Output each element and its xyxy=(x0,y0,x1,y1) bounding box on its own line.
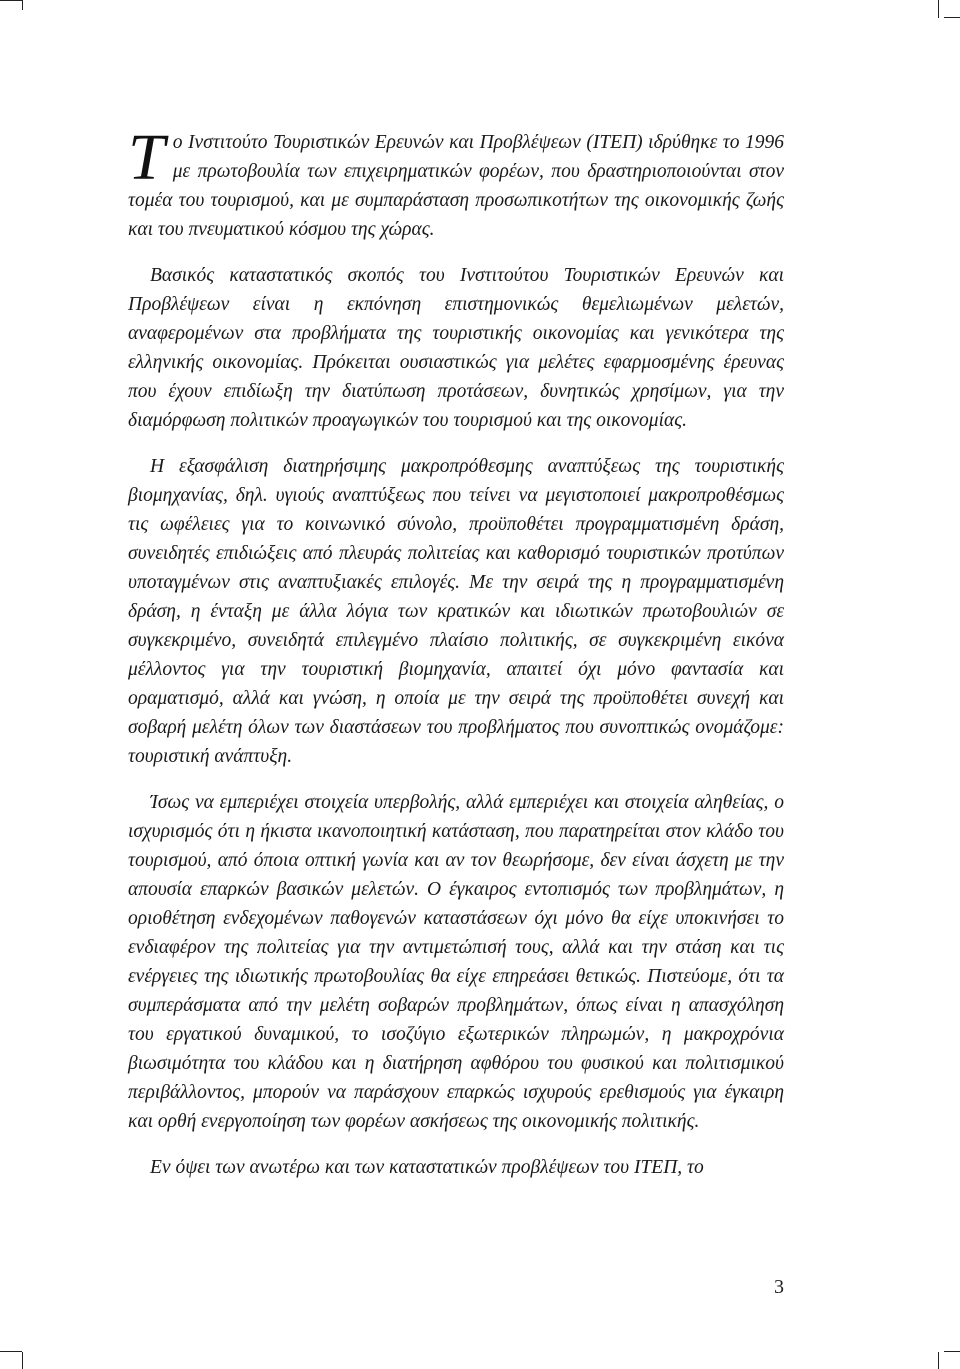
drop-cap: Τ xyxy=(128,121,165,194)
paragraph-5: Εν όψει των ανωτέρω και των καταστατικών προβλέψεων του ΙΤΕΠ, το xyxy=(150,1157,704,1178)
paragraph-1 xyxy=(128,121,784,244)
crop-mark-top-right xyxy=(938,0,939,18)
crop-mark-bottom-right xyxy=(938,1352,939,1369)
crop-mark-top-left-vertical xyxy=(22,0,23,10)
document-body xyxy=(128,121,784,1199)
page-number: 3 xyxy=(774,1276,784,1298)
crop-mark-bottom-left xyxy=(0,1351,22,1352)
crop-mark-bottom-right-horizontal xyxy=(944,1351,960,1352)
crop-mark-top-left xyxy=(0,0,22,1)
crop-mark-bottom-left-vertical xyxy=(22,1352,23,1369)
crop-mark-top-right-horizontal xyxy=(944,17,960,18)
paragraph-4: Ίσως να εμπεριέχει στοιχεία υπερβολής, αλλά εμπεριέχει και στοιχεία αληθείας, ο ισχυρισμός ότι η ήκιστα ικανοποιητική κατάσταση, που παρατηρείται στον κλάδο του τουρισμού, από όποια οπτική γωνία και αν τον θεωρήσομε, δεν είναι άσχετη με την απουσία επαρκών βασικών μελετών. Ο έγκαιρος εντοπισμός των προβλημάτων, η οριοθέτηση ενδεχομένων παθογενών καταστάσεων όχι μόνο θα είχε υποκινήσει το ενδιαφέρον της πολιτείας για την αντιμετώπισή τους, αλλά και την στάση και τις ενέργειες της ιδιωτικής πρωτοβουλίας θα είχε επηρεάσει θετικώς. Πιστεύομε, ότι τα συμπεράσματα από την μελέτη σοβαρών προβλημάτων, όπως είναι η απασχόληση του εργατικού δυναμικού, το ισοζύγιο εξωτερικών πληρωμών, η μακροχρόνια βιωσιμότητα του κλάδου και η διατήρηση αφθόρου του φυσικού και πολιτισμικού περιβάλλοντος, μπορούν να παράσχουν επαρκώς ισχυρούς ερεθισμούς για έγκαιρη και ορθή ενεργοποίηση των φορέων ασκήσεως της οικονομικής πολιτικής. xyxy=(128,792,784,1132)
paragraph-1-text: ο Ινστιτούτο Τουριστικών Ερευνών και Προβλέψεων (ΙΤΕΠ) ιδρύθηκε το 1996 με πρωτοβουλία των επιχειρηματικών φορέων, που δραστηριοποιούνται στον τομέα του τουρισμού, και με συμπαράσταση προσωπικοτήτων της οικονομικής ζωής και του πνευματικού κόσμου της χώρας. xyxy=(128,132,784,240)
paragraph-3: Η εξασφάλιση διατηρήσιμης μακροπρόθεσμης αναπτύξεως της τουριστικής βιομηχανίας, δηλ. υγιούς αναπτύξεως που τείνει να μεγιστοποιεί μακροπροθέσμως τις ωφέλειες για το κοινωνικό σύνολο, προϋποθέτει προγραμματισμένη δράση, συνειδητές επιδιώξεις από πλευράς πολιτείας και καθορισμό τουριστικών προτύπων υποταγμένων στις αναπτυξιακές επιλογές. Με την σειρά της η προγραμματισμένη δράση, η ένταξη με άλλα λόγια των κρατικών και ιδιωτικών πρωτοβουλιών σε συγκεκριμένο, συνειδητά επιλεγμένο πλαίσιο πολιτικής, σε συγκεκριμένη εικόνα μέλλοντος για την τουριστική βιομηχανία, απαιτεί όχι μόνο φαντασία και οραματισμό, αλλά και γνώση, η οποία με την σειρά της προϋποθέτει συνεχή και σοβαρή μελέτη όλων των διαστάσεων του προβλήματος που συνοπτικώς ονομάζομε: τουριστική ανάπτυξη. xyxy=(128,456,784,767)
paragraph-2: Βασικός καταστατικός σκοπός του Ινστιτούτου Τουριστικών Ερευνών και Προβλέψεων είναι η εκπόνηση επιστημονικώς θεμελιωμένων μελετών, αναφερομένων στα προβλήματα της τουριστικής οικονομίας και γενικότερα της ελληνικής οικονομίας. Πρόκειται ουσιαστικώς για μελέτες εφαρμοσμένης έρευνας που έχουν επιδίωξη την διατύπωση προτάσεων, δυνητικώς χρησίμων, για την διαμόρφωση πολιτικών προαγωγικών του τουρισμού και της οικονομίας. xyxy=(128,265,784,431)
